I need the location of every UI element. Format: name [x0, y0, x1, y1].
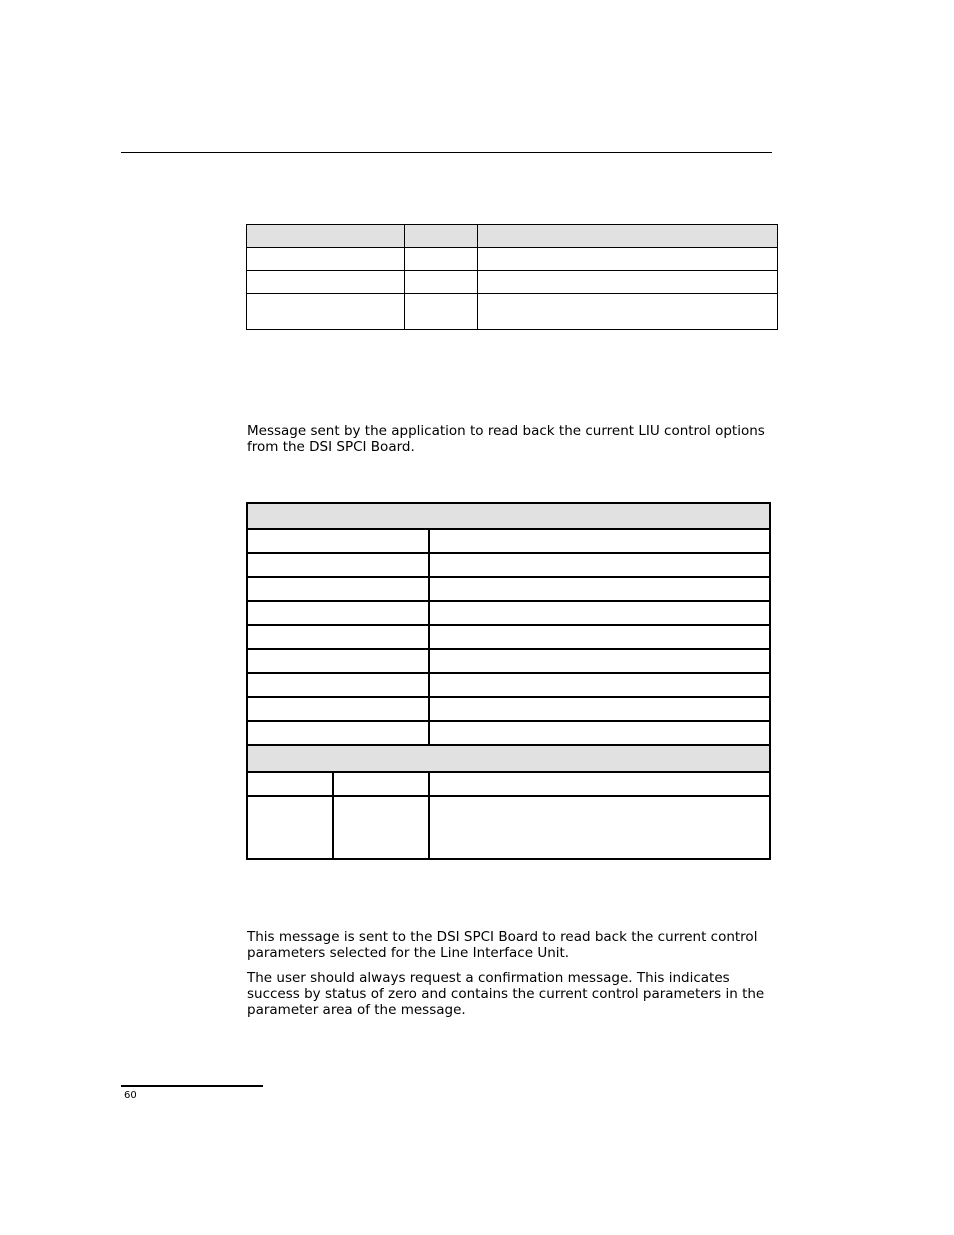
table-row — [247, 529, 770, 553]
table-cell — [429, 529, 770, 553]
table-row — [247, 553, 770, 577]
table-cell — [429, 577, 770, 601]
parameter-table — [246, 224, 778, 330]
table-cell — [429, 601, 770, 625]
table-row — [247, 649, 770, 673]
header-rule — [121, 152, 772, 153]
table-section-header — [247, 745, 770, 772]
table-cell — [429, 697, 770, 721]
table-cell — [247, 577, 429, 601]
table-cell — [478, 271, 778, 294]
table-cell — [429, 649, 770, 673]
table-cell — [247, 294, 405, 330]
table-header-row — [247, 225, 778, 248]
table-cell — [478, 248, 778, 271]
page-number: 60 — [124, 1090, 137, 1101]
table-cell — [429, 673, 770, 697]
description-paragraph: The user should always request a confirmation message. This indicates success by status of zero and contains the current control parameters in the parameter area of the message. — [247, 970, 765, 1018]
table-cell — [478, 225, 778, 248]
table-row — [247, 294, 778, 330]
table-cell — [333, 796, 429, 859]
footer-rule — [121, 1085, 263, 1087]
table-row — [247, 673, 770, 697]
table-cell — [247, 721, 429, 745]
table-cell — [247, 772, 333, 796]
table-cell — [333, 772, 429, 796]
table-cell — [247, 625, 429, 649]
table-cell — [405, 248, 478, 271]
table-row — [247, 625, 770, 649]
table-row — [247, 721, 770, 745]
intro-paragraph: Message sent by the application to read back the current LIU control options from the DSI SPCI Board. — [247, 423, 765, 455]
table-cell — [429, 721, 770, 745]
table-cell — [247, 271, 405, 294]
table-cell — [429, 625, 770, 649]
table-cell — [405, 271, 478, 294]
table-cell — [247, 529, 429, 553]
table-row — [247, 796, 770, 859]
message-format-table — [246, 502, 771, 860]
table-cell — [247, 649, 429, 673]
table-cell — [478, 294, 778, 330]
table-row — [247, 772, 770, 796]
table-cell — [247, 553, 429, 577]
table-cell — [247, 248, 405, 271]
table-cell — [247, 745, 770, 772]
table-cell — [405, 225, 478, 248]
table-row — [247, 271, 778, 294]
table-cell — [429, 796, 770, 859]
table-cell — [247, 503, 770, 529]
table-cell — [247, 796, 333, 859]
table-row — [247, 248, 778, 271]
table-cell — [247, 673, 429, 697]
table-row — [247, 601, 770, 625]
table-cell — [405, 294, 478, 330]
table-cell — [247, 225, 405, 248]
table-cell — [247, 697, 429, 721]
table-row — [247, 697, 770, 721]
table-row — [247, 577, 770, 601]
description-paragraph: This message is sent to the DSI SPCI Board to read back the current control parameters selected for the Line Interface Unit. — [247, 929, 758, 961]
table-cell — [247, 601, 429, 625]
table-cell — [429, 553, 770, 577]
table-section-header — [247, 503, 770, 529]
table-cell — [429, 772, 770, 796]
